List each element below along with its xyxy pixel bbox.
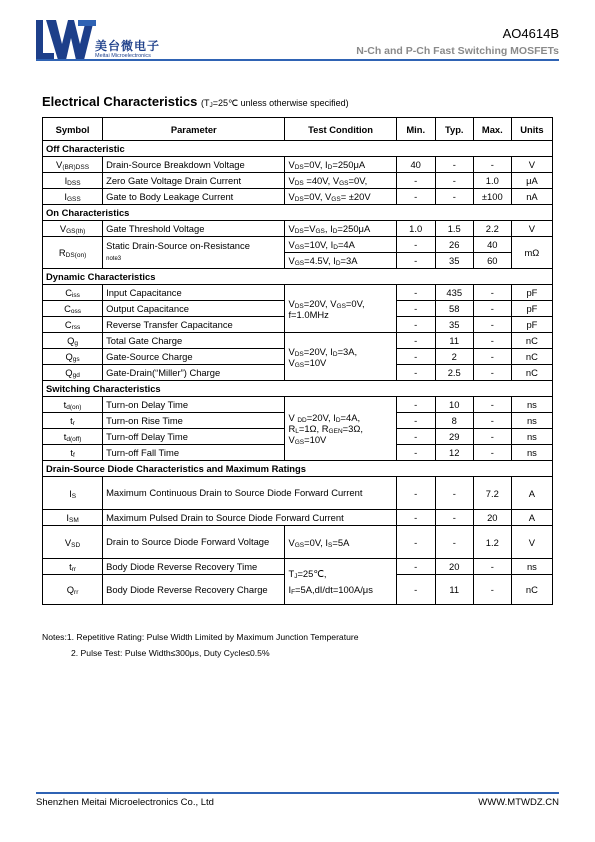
symbol-cell xyxy=(43,397,103,413)
unit-cell: V xyxy=(511,526,552,559)
table-row xyxy=(43,526,553,559)
unit-cell: V xyxy=(511,221,552,237)
condition-cell: $T_J=25℃$, $I_F=5A,dI/dt=100A/\mu s$ xyxy=(285,559,396,605)
unit-cell: nA xyxy=(511,189,552,205)
header-units: Units xyxy=(511,118,552,141)
footer-rule xyxy=(36,792,559,794)
symbol-subscript: d(on) xyxy=(66,404,82,411)
symbol-subscript: (BR)DSS xyxy=(62,164,90,171)
part-number: AO4614B xyxy=(502,26,559,41)
unit-cell: μA xyxy=(511,173,552,189)
parameter-cell: Drain to Source Diode Forward Voltage xyxy=(103,526,285,559)
symbol-cell xyxy=(43,445,103,461)
symbol-letter: R xyxy=(58,247,66,258)
symbol-cell xyxy=(43,285,103,301)
typ-cell: 12 xyxy=(435,445,473,461)
typ-cell: 11 xyxy=(435,575,473,605)
typ-cell: 20 xyxy=(435,559,473,575)
condition-cell: $V_{DS} =40V$, $V_{GS}=0V$, xyxy=(285,173,396,189)
parameter-cell: Drain-Source Breakdown Voltage xyxy=(103,157,285,173)
min-cell: - xyxy=(396,397,435,413)
max-cell: - xyxy=(473,575,511,605)
typ-cell: 26 xyxy=(435,237,473,253)
parameter-cell: Zero Gate Voltage Drain Current xyxy=(103,173,285,189)
parameter-cell: Total Gate Charge xyxy=(103,333,285,349)
section-condition: ($T_J=25℃$ unless otherwise specified) xyxy=(201,98,349,109)
max-cell: - xyxy=(473,157,511,173)
condition-cell: $V_{DS}=V_{GS}$, $I_D=250\mu A$ xyxy=(285,221,396,237)
condition-cell: $V_{GS}=0V$, $I_S=5A$ xyxy=(285,526,396,559)
symbol-cell xyxy=(43,157,103,173)
typ-cell: - xyxy=(435,477,473,510)
min-cell: - xyxy=(396,510,435,526)
symbol-letter: V xyxy=(64,536,72,548)
max-cell: - xyxy=(473,349,511,365)
parameter-text: Static Drain-Source on-Resistance xyxy=(106,240,250,251)
symbol-cell xyxy=(43,510,103,526)
min-cell: - xyxy=(396,445,435,461)
min-cell: - xyxy=(396,429,435,445)
symbol-letter: C xyxy=(64,303,71,314)
min-cell: - xyxy=(396,285,435,301)
unit-cell: A xyxy=(511,510,552,526)
unit-cell: nC xyxy=(511,365,552,381)
min-cell: - xyxy=(396,237,435,253)
symbol-subscript: GS(th) xyxy=(66,228,86,235)
symbol-letter: I xyxy=(64,175,68,186)
min-cell: - xyxy=(396,477,435,510)
unit-cell: pF xyxy=(511,317,552,333)
table-row xyxy=(43,157,553,173)
max-cell: 2.2 xyxy=(473,221,511,237)
symbol-subscript: GSS xyxy=(66,196,81,203)
max-cell: - xyxy=(473,301,511,317)
unit-cell: pF xyxy=(511,285,552,301)
parameter-cell: Gate-Drain(“Miller”) Charge xyxy=(103,365,285,381)
unit-cell: nC xyxy=(511,349,552,365)
max-cell: 1.0 xyxy=(473,173,511,189)
symbol-cell xyxy=(43,477,103,510)
parameter-cell: Turn-off Delay Time xyxy=(103,429,285,445)
header-rule xyxy=(36,59,559,61)
unit-cell: ns xyxy=(511,559,552,575)
header-typ: Typ. xyxy=(435,118,473,141)
unit-cell: pF xyxy=(511,301,552,317)
symbol-subscript: rr xyxy=(74,589,79,596)
min-cell: - xyxy=(396,317,435,333)
symbol-cell xyxy=(43,349,103,365)
parameter-cell: Gate Threshold Voltage xyxy=(103,221,285,237)
symbol-letter: I xyxy=(69,487,72,499)
symbol-subscript: f xyxy=(72,452,75,459)
symbol-subscript: rss xyxy=(71,324,81,331)
max-cell: - xyxy=(473,317,511,333)
unit-cell: ns xyxy=(511,413,552,429)
symbol-letter: C xyxy=(65,287,72,298)
parameter-cell: Output Capacitance xyxy=(103,301,285,317)
unit-cell: ns xyxy=(511,397,552,413)
min-cell: 40 xyxy=(396,157,435,173)
typ-cell: 35 xyxy=(435,317,473,333)
header-max: Max. xyxy=(473,118,511,141)
header-min: Min. xyxy=(396,118,435,141)
parameter-cell: Gate to Body Leakage Current xyxy=(103,189,285,205)
table-row xyxy=(43,237,553,253)
symbol-letter: Q xyxy=(65,367,73,378)
symbol-cell xyxy=(43,189,103,205)
symbol-subscript: oss xyxy=(70,308,81,315)
symbol-subscript: d(off) xyxy=(66,436,82,443)
symbol-subscript: iss xyxy=(71,292,80,299)
unit-cell: nC xyxy=(511,575,552,605)
min-cell: - xyxy=(396,526,435,559)
symbol-subscript: SD xyxy=(71,541,81,549)
symbol-letter: t xyxy=(63,431,67,442)
min-cell: - xyxy=(396,253,435,269)
max-cell: - xyxy=(473,559,511,575)
table-row xyxy=(43,285,553,301)
electrical-characteristics-table xyxy=(42,117,553,605)
group-heading-switching: Switching Characteristics xyxy=(43,381,553,397)
table-row xyxy=(43,333,553,349)
table-row xyxy=(43,397,553,413)
symbol-subscript: gs xyxy=(72,356,80,363)
symbol-letter: t xyxy=(70,415,73,426)
note-2: 2. Pulse Test: Pulse Width≤300μs, Duty Cycle≤0.5% xyxy=(71,648,270,658)
unit-cell: ns xyxy=(511,429,552,445)
parameter-cell: Turn-on Delay Time xyxy=(103,397,285,413)
parameter-cell: Reverse Transfer Capacitance xyxy=(103,317,285,333)
symbol-cell xyxy=(43,317,103,333)
max-cell: - xyxy=(473,365,511,381)
max-cell: ±100 xyxy=(473,189,511,205)
condition-cell: $V_{GS}=10V$, $I_D=4A$ xyxy=(285,237,396,253)
typ-cell: 435 xyxy=(435,285,473,301)
parameter-cell: Maximum Pulsed Drain to Source Diode Forward Current xyxy=(103,510,397,526)
unit-cell: mΩ xyxy=(511,237,552,269)
max-cell: - xyxy=(473,445,511,461)
symbol-letter: V xyxy=(59,223,67,234)
symbol-cell xyxy=(43,429,103,445)
table-header-row xyxy=(43,118,553,141)
table-row xyxy=(43,189,553,205)
parameter-cell xyxy=(103,237,285,269)
table-row xyxy=(43,559,553,575)
note-1: Notes:1. Repetitive Rating: Pulse Width Limited by Maximum Junction Temperature xyxy=(42,632,359,642)
min-cell: - xyxy=(396,575,435,605)
symbol-letter: Q xyxy=(66,584,75,595)
header-symbol: Symbol xyxy=(43,118,103,141)
condition-cell: $V_{DS}=0V$, $V_{GS}= \pm 20V$ xyxy=(285,189,396,205)
parameter-cell: Turn-off Fall Time xyxy=(103,445,285,461)
section-title xyxy=(42,94,349,109)
parameter-cell: Maximum Continuous Drain to Source Diode Forward Current xyxy=(103,477,397,510)
typ-cell: 2 xyxy=(435,349,473,365)
max-cell: 60 xyxy=(473,253,511,269)
min-cell: - xyxy=(396,365,435,381)
max-cell: 20 xyxy=(473,510,511,526)
min-cell: 1.0 xyxy=(396,221,435,237)
parameter-cell: Turn-on Rise Time xyxy=(103,413,285,429)
table-row xyxy=(43,510,553,526)
max-cell: - xyxy=(473,413,511,429)
parameter-cell: Body Diode Reverse Recovery Time xyxy=(103,559,285,575)
typ-cell: 8 xyxy=(435,413,473,429)
header-parameter: Parameter xyxy=(103,118,285,141)
table-row xyxy=(43,173,553,189)
symbol-letter: t xyxy=(69,561,72,572)
typ-cell: 29 xyxy=(435,429,473,445)
notes xyxy=(42,629,359,661)
symbol-letter: t xyxy=(63,399,67,410)
parameter-cell: Gate-Source Charge xyxy=(103,349,285,365)
group-heading-dynamic: Dynamic Characteristics xyxy=(43,269,553,285)
group-heading-on: On Characteristics xyxy=(43,205,553,221)
symbol-cell xyxy=(43,365,103,381)
section-title-text: Electrical Characteristics xyxy=(42,94,198,109)
typ-cell: 1.5 xyxy=(435,221,473,237)
condition-cell: $V_{GS}=4.5V$, $I_D=3A$ xyxy=(285,253,396,269)
symbol-cell xyxy=(43,413,103,429)
table-row xyxy=(43,221,553,237)
min-cell: - xyxy=(396,301,435,317)
symbol-cell xyxy=(43,221,103,237)
group-heading-diode: Drain-Source Diode Characteristics and Maximum Ratings xyxy=(43,461,553,477)
min-cell: - xyxy=(396,189,435,205)
symbol-cell xyxy=(43,173,103,189)
symbol-letter: Q xyxy=(67,335,75,346)
symbol-cell xyxy=(43,526,103,559)
typ-cell: - xyxy=(435,173,473,189)
parameter-cell: Body Diode Reverse Recovery Charge xyxy=(103,575,285,605)
symbol-letter: t xyxy=(70,447,73,458)
typ-cell: 35 xyxy=(435,253,473,269)
max-cell: - xyxy=(473,397,511,413)
unit-cell: V xyxy=(511,157,552,173)
symbol-letter: Q xyxy=(65,351,73,362)
symbol-letter: I xyxy=(64,191,67,202)
symbol-subscript: r xyxy=(72,420,75,427)
logo-english-text: Meitai Microelectronics xyxy=(95,53,151,59)
typ-cell: - xyxy=(435,157,473,173)
typ-cell: - xyxy=(435,189,473,205)
condition-cell: V $_{DD}$=20V, $I_D=4A$, $R_L=1\Omega$, $R_{GEN}=3\Omega$, $V_{GS}=10V$ xyxy=(285,397,396,461)
typ-cell: 10 xyxy=(435,397,473,413)
max-cell: - xyxy=(473,333,511,349)
max-cell: 7.2 xyxy=(473,477,511,510)
symbol-letter: I xyxy=(66,512,69,523)
min-cell: - xyxy=(396,333,435,349)
symbol-cell xyxy=(43,575,103,605)
symbol-subscript: S xyxy=(71,492,77,500)
symbol-subscript: SM xyxy=(68,517,79,524)
symbol-letter: V xyxy=(56,159,63,170)
symbol-cell xyxy=(43,559,103,575)
symbol-cell xyxy=(43,333,103,349)
symbol-subscript: DS(on) xyxy=(65,252,87,259)
symbol-cell xyxy=(43,301,103,317)
table-row xyxy=(43,477,553,510)
min-cell: - xyxy=(396,349,435,365)
symbol-subscript: DSS xyxy=(67,180,81,187)
max-cell: - xyxy=(473,285,511,301)
logo-chinese-text: 美台微电子 xyxy=(95,39,161,53)
parameter-cell: Input Capacitance xyxy=(103,285,285,301)
min-cell: - xyxy=(396,173,435,189)
group-heading-off: Off Characteristic xyxy=(43,141,553,157)
note-reference: note3 xyxy=(106,256,122,262)
max-cell: - xyxy=(473,429,511,445)
max-cell: 1.2 xyxy=(473,526,511,559)
footer-website: WWW.MTWDZ.CN xyxy=(478,797,559,808)
unit-cell: A xyxy=(511,477,552,510)
symbol-subscript: rr xyxy=(71,566,77,573)
typ-cell: 11 xyxy=(435,333,473,349)
min-cell: - xyxy=(396,413,435,429)
typ-cell: - xyxy=(435,510,473,526)
typ-cell: - xyxy=(435,526,473,559)
document-subtitle: N-Ch and P-Ch Fast Switching MOSFETs xyxy=(356,45,559,57)
symbol-letter: C xyxy=(64,319,72,330)
typ-cell: 58 xyxy=(435,301,473,317)
unit-cell: nC xyxy=(511,333,552,349)
symbol-cell xyxy=(43,237,103,269)
condition-cell: $V_{DS}=20V$, $V_{GS}=0V$, f=1.0MHz xyxy=(285,285,396,333)
symbol-subscript: gd xyxy=(72,372,80,379)
condition-cell: $V_{DS}=20V$, $I_D=3A$, $V_{GS}=10V$ xyxy=(285,333,396,381)
header-test-condition: Test Condition xyxy=(285,118,396,141)
max-cell: 40 xyxy=(473,237,511,253)
min-cell: - xyxy=(396,559,435,575)
footer-company: Shenzhen Meitai Microelectronics Co., Ltd xyxy=(36,797,214,808)
condition-cell: $V_{DS}=0V$, $I_D=250\mu A$ xyxy=(285,157,396,173)
unit-cell: ns xyxy=(511,445,552,461)
typ-cell: 2.5 xyxy=(435,365,473,381)
symbol-subscript: g xyxy=(74,340,79,347)
